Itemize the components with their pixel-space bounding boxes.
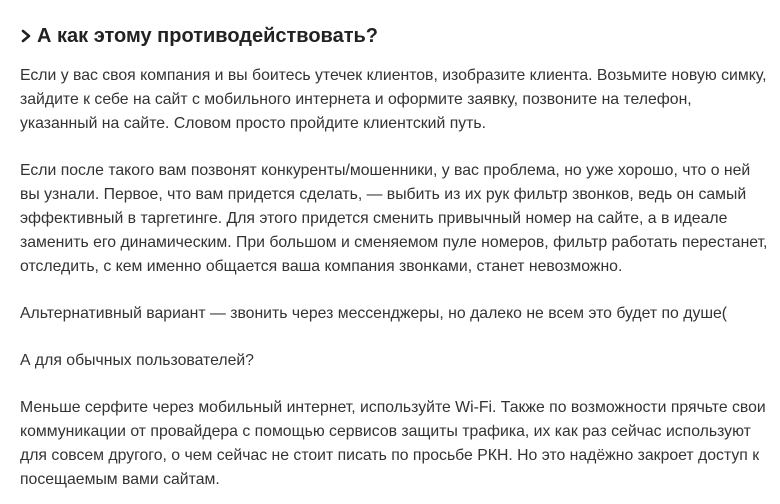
paragraph-if-competitors-call: Если после такого вам позвонят конкуренты/мошенники, у вас проблема, но уже хорошо, что о ней вы узнали. Первое, что вам придется сделать, — выбить из их рук фильтр звонков, ведь он самый эффективный в таргетинге. Для этого придется сменить привычный номер на сайте, а в идеале заменить его динамическим. При большом и сменяемом пуле номеров, фильтр работать перестанет, отследить, с кем именно общается ваша компания звонками, станет невозможно. bbox=[20, 162, 768, 275]
paragraph-question-users: А для обычных пользователей? bbox=[20, 352, 254, 369]
article bbox=[20, 22, 772, 492]
paragraph-alternative: Альтернативный вариант — звонить через мессенджеры, но далеко не всем это будет по душе( bbox=[20, 305, 728, 322]
section-heading bbox=[20, 22, 772, 50]
paragraph-user-advice: Меньше серфите через мобильный интернет, используйте Wi-Fi. Также по возможности прячьте свои коммуникации от провайдера с помощью сервисов защиты трафика, их как раз сейчас используют для совсем другого, о чем сейчас не стоит писать по просьбе РКН. Но это надёжно закроет доступ к посещаемым вами сайтам. bbox=[20, 399, 766, 488]
paragraph-customer-test: Если у вас своя компания и вы боитесь утечек клиентов, изобразите клиента. Возьмите новую симку, зайдите к себе на сайт с мобильного интернета и оформите заявку, позвоните на телефон, указанный на сайте. Словом просто пройдите клиентский путь. bbox=[20, 67, 767, 132]
section-heading-text: А как этому противодействовать? bbox=[37, 25, 379, 47]
chevron-right-icon bbox=[20, 25, 34, 47]
